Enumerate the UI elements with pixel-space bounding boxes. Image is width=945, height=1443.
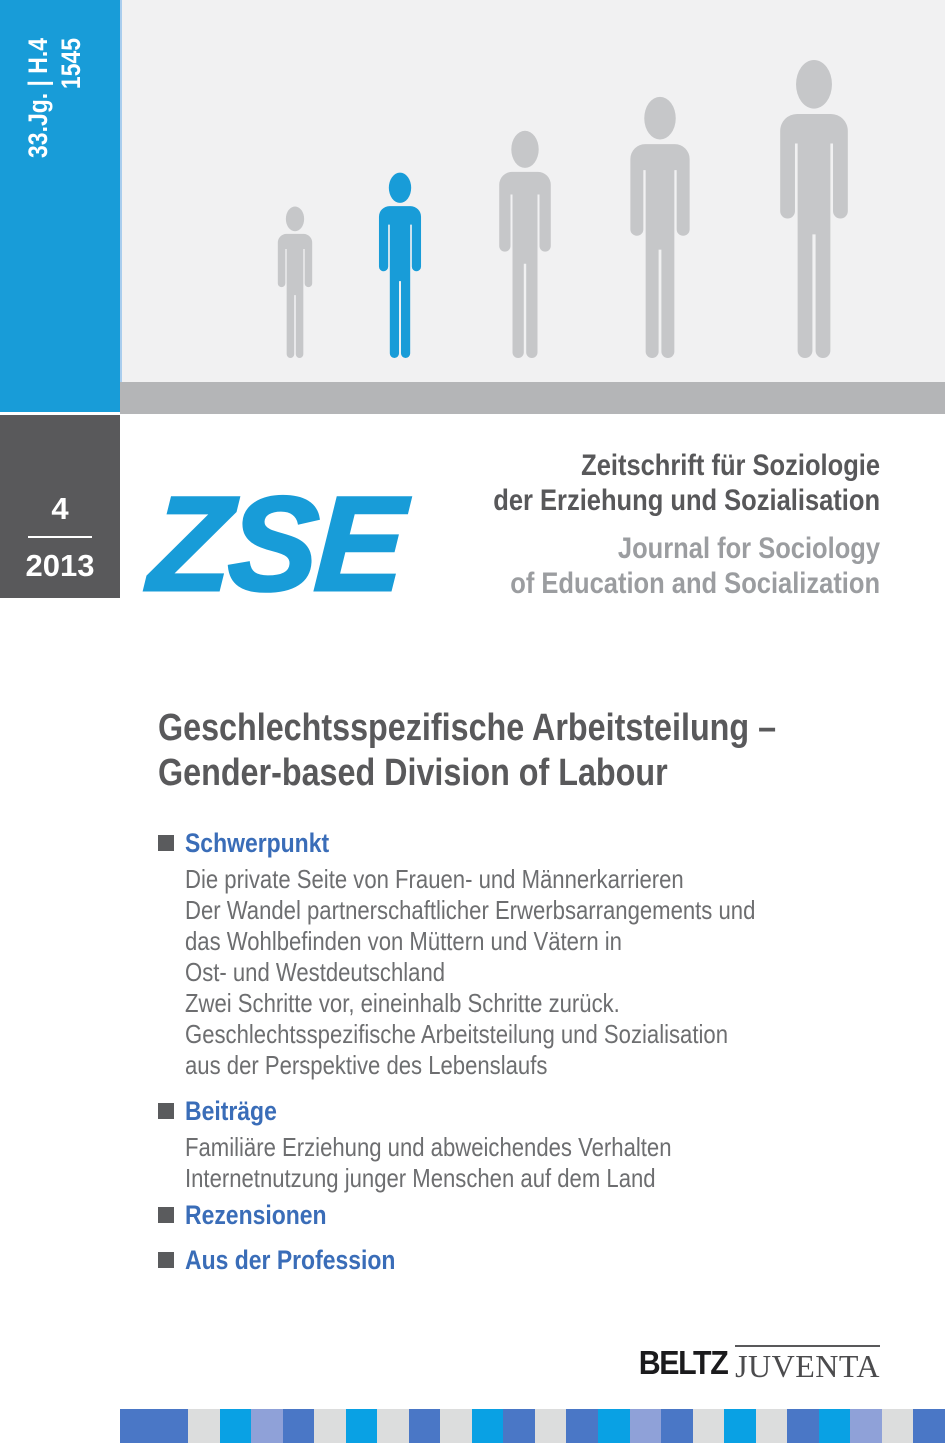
article-title: Familiäre Erziehung und abweichendes Verhalten <box>185 1132 672 1162</box>
article-title: Zwei Schritte vor, eineinhalb Schritte zurück. <box>185 988 620 1018</box>
cover-title-line1: Geschlechtsspezifische Arbeitsteilung – <box>158 707 777 749</box>
mosaic-block <box>787 1409 819 1443</box>
issue-number: 4 <box>51 491 69 526</box>
mosaic-block <box>120 1409 188 1443</box>
article-title: Der Wandel partnerschaftlicher Erwerbsarrangements und <box>185 895 756 925</box>
zse-logo: ZSE <box>146 470 406 619</box>
article-title: Ost- und Westdeutschland <box>185 957 446 987</box>
issue-year: 2013 <box>25 548 95 583</box>
section-heading <box>158 1200 858 1230</box>
spine-page-number: 1545 <box>56 38 86 90</box>
mosaic-block <box>598 1409 630 1443</box>
publisher-juventa-wordmark: JUVENTA <box>735 1345 880 1382</box>
section-heading-label: Schwerpunkt <box>185 828 330 858</box>
article-title: aus der Perspektive des Lebenslaufs <box>185 1050 548 1080</box>
mosaic-block <box>535 1409 567 1443</box>
journal-title-de-line2: der Erziehung und Sozialisation <box>493 484 880 517</box>
mosaic-block <box>913 1409 945 1443</box>
section-items <box>185 1132 858 1194</box>
article-title: Internetnutzung junger Menschen auf dem Land <box>185 1163 656 1193</box>
square-bullet-icon <box>158 1103 174 1119</box>
mosaic-block <box>566 1409 598 1443</box>
issue-year-box <box>0 415 120 598</box>
mosaic-block <box>346 1409 378 1443</box>
journal-titles <box>425 448 880 601</box>
journal-title-en-line2: of Education and Socialization <box>510 567 880 600</box>
section-heading-label: Aus der Profession <box>185 1245 396 1275</box>
mosaic-block <box>819 1409 851 1443</box>
mosaic-block <box>882 1409 914 1443</box>
section-heading-label: Beiträge <box>185 1096 277 1126</box>
figures-banner <box>120 0 945 382</box>
mosaic-block <box>724 1409 756 1443</box>
section-heading-label: Rezensionen <box>185 1200 327 1230</box>
square-bullet-icon <box>158 835 174 851</box>
mosaic-block <box>661 1409 693 1443</box>
journal-title-de-line1: Zeitschrift für Soziologie <box>581 449 880 482</box>
person-figure <box>612 96 708 358</box>
mosaic-block <box>409 1409 441 1443</box>
mosaic-block <box>850 1409 882 1443</box>
mosaic-block <box>503 1409 535 1443</box>
section-heading <box>158 828 858 858</box>
spine-bar <box>0 0 120 412</box>
publisher-logo <box>631 1344 880 1382</box>
issue-divider-line <box>28 536 92 538</box>
publisher-beltz-wordmark: BELTZ <box>638 1344 728 1381</box>
spine-issue-info <box>22 38 88 198</box>
cover-title <box>158 706 885 796</box>
cover-title-line2: Gender-based Division of Labour <box>158 752 668 794</box>
person-figure <box>759 59 869 358</box>
square-bullet-icon <box>158 1207 174 1223</box>
mosaic-block <box>188 1409 220 1443</box>
section-rezensionen <box>158 1200 858 1230</box>
mosaic-block <box>472 1409 504 1443</box>
bottom-mosaic-strip <box>120 1409 945 1443</box>
mosaic-block <box>314 1409 346 1443</box>
section-heading <box>158 1245 858 1275</box>
person-figure <box>267 206 323 358</box>
section-heading <box>158 1096 858 1126</box>
mosaic-block <box>283 1409 315 1443</box>
spine-volume-issue: 33.Jg. | H.4 <box>23 38 53 158</box>
section-beitraege <box>158 1096 858 1194</box>
mosaic-block <box>377 1409 409 1443</box>
mosaic-block <box>693 1409 725 1443</box>
person-figure-highlighted <box>366 172 434 358</box>
ground-strip <box>120 382 945 414</box>
article-title: das Wohlbefinden von Müttern und Vätern in <box>185 926 622 956</box>
square-bullet-icon <box>158 1252 174 1268</box>
mosaic-block <box>440 1409 472 1443</box>
mosaic-block <box>630 1409 662 1443</box>
section-items <box>185 864 858 1081</box>
person-figure <box>483 130 567 358</box>
mosaic-block <box>251 1409 283 1443</box>
journal-title-en-line1: Journal for Sociology <box>617 532 880 565</box>
mosaic-block <box>220 1409 252 1443</box>
article-title: Die private Seite von Frauen- und Männerkarrieren <box>185 864 684 894</box>
title-gap <box>425 518 880 531</box>
mosaic-block <box>756 1409 788 1443</box>
section-aus-der-profession <box>158 1245 858 1275</box>
article-title: Geschlechtsspezifische Arbeitsteilung und Sozialisation <box>185 1019 728 1049</box>
section-schwerpunkt <box>158 828 858 1081</box>
